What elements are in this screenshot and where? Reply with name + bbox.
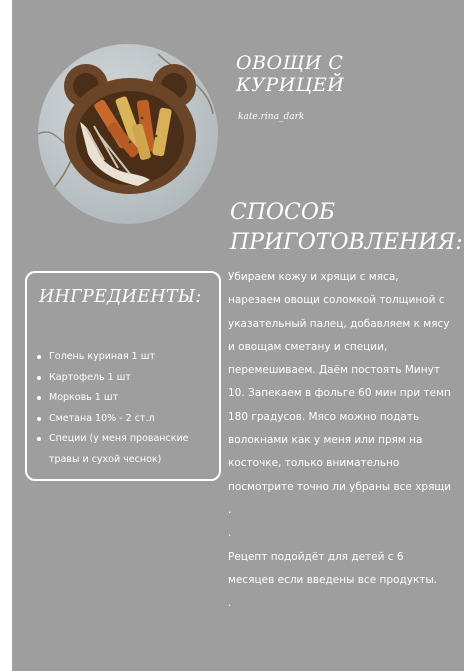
method-paragraph: Убираем кожу и хрящи с мяса, нарезаем овощи соломкой толщиной с указательный палец, добавляем к мясу и овощам сметану и специи, перемешиваем. Даём постоять Минут 10. Запекаем в фольге 60 мин при темп 180 градусов. Мясо можно подать волокнами как у меня или прям на косточке, только внимательно посмотрите точно ли убраны все хрящи .	[228, 271, 452, 516]
method-text	[228, 266, 452, 615]
method-heading	[230, 198, 463, 258]
ingredient-item: Голень куриная 1 шт	[35, 347, 213, 368]
ingredients-heading: ИНГРЕДИЕНТЫ:	[39, 287, 202, 307]
ingredients-box	[25, 271, 221, 481]
method-heading-line: СПОСОБ	[230, 200, 336, 225]
ingredient-item: Картофель 1 шт	[35, 368, 213, 389]
dish-photo-illustration	[38, 44, 218, 224]
ingredient-item: Морковь 1 шт	[35, 388, 213, 409]
method-paragraph: .	[228, 597, 232, 610]
ingredients-list	[35, 347, 213, 470]
method-paragraph: .	[228, 527, 232, 540]
ingredient-item: Сметана 10% - 2 ст.л	[35, 409, 213, 430]
method-paragraph: Рецепт подойдёт для детей с 6 месяцев если введены все продукты.	[228, 550, 438, 586]
ingredient-item: Специи (у меня прованские травы и сухой чеснок)	[35, 429, 213, 470]
dish-photo	[38, 44, 218, 224]
method-heading-line: ПРИГОТОВЛЕНИЯ:	[230, 230, 463, 255]
recipe-title: ОВОЩИ С КУРИЦЕЙ	[236, 52, 345, 96]
recipe-card	[12, 0, 464, 671]
author-handle: kate.rina_dark	[238, 112, 305, 122]
